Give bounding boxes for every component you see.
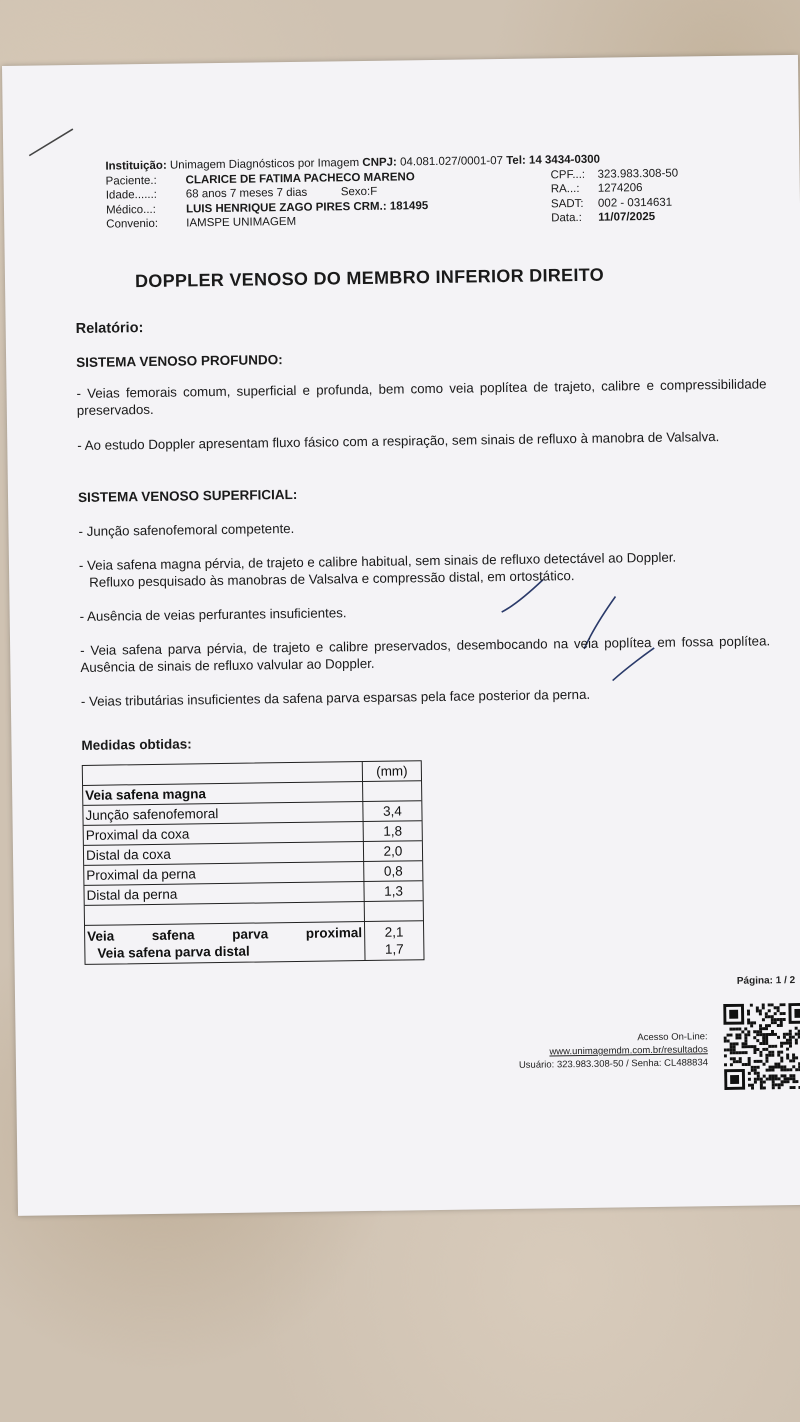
superficial-paragraph-2b: Refluxo pesquisado às manobras de Valsalva e compressão distal, em ortostático. (89, 568, 575, 590)
instituicao-value: Unimagem Diagnósticos por Imagem (169, 157, 360, 172)
acesso-label: Acesso On-Line: (637, 1031, 708, 1044)
parva-proximal-value: 2,1 (384, 924, 404, 940)
measurements-table (82, 760, 425, 965)
idade-value: 68 anos 7 meses 7 dias (185, 186, 308, 201)
cnpj-value: 04.081.027/0001-07 (399, 155, 504, 169)
patient-header (105, 151, 686, 232)
cpf-value: 323.983.308-50 (597, 167, 679, 181)
row-label: Junção safenofemoral (83, 802, 363, 825)
convenio-value: IAMSPE UNIMAGEM (186, 215, 297, 230)
superficial-paragraph-4: - Veia safena parva pérvia, de trajeto e calibre preservados, desembocando na veia poplítea em fossa poplítea. Ausência de sinais de refluxo valvular ao Doppler. (80, 633, 771, 675)
medico-value: LUIS HENRIQUE ZAGO PIRES CRM.: 181495 (185, 199, 429, 215)
cpf-label: CPF...: (550, 168, 586, 181)
row-value: 1,3 (384, 883, 404, 899)
results-url: www.unimagemdm.com.br/resultados (549, 1044, 708, 1058)
medidas-label: Medidas obtidas: (81, 736, 192, 753)
row-value: 0,8 (383, 863, 403, 879)
superficial-paragraph-3: - Ausência de veias perfurantes insuficientes. (79, 605, 347, 624)
pen-mark-top-left (27, 127, 77, 158)
idade-label: Idade......: (105, 188, 158, 202)
qr-code-icon (723, 1003, 800, 1090)
cnpj-label: CNPJ: (362, 156, 397, 169)
sadt-label: SADT: (550, 197, 584, 210)
row-value: 2,0 (383, 843, 403, 859)
row-label: Proximal da perna (84, 862, 364, 885)
report-title: DOPPLER VENOSO DO MEMBRO INFERIOR DIREITO (134, 264, 605, 292)
tel-label: Tel: (506, 154, 526, 167)
data-value: 11/07/2025 (598, 210, 656, 224)
data-label: Data.: (551, 211, 582, 225)
parva-proximal-label: Veia safena parva proximal (87, 925, 363, 944)
table-parva-row (85, 921, 423, 964)
superficial-title: SISTEMA VENOSO SUPERFICIAL: (77, 486, 298, 505)
convenio-label: Convenio: (106, 217, 159, 231)
medico-label: Médico...: (105, 203, 156, 217)
superficial-paragraph-5: - Veias tributárias insuficientes da safena parva esparsas pela face posterior da perna. (80, 686, 591, 709)
profundo-paragraph-2: - Ao estudo Doppler apresentam fluxo fásico com a respiração, sem sinais de refluxo à manobra de Valsalva. (77, 429, 720, 453)
instituicao-label: Instituição: (105, 159, 167, 173)
sadt-value: 002 - 0314631 (597, 196, 673, 210)
relatorio-label: Relatório: (75, 320, 144, 337)
credentials: Usuário: 323.983.308-50 / Senha: CL488834 (518, 1057, 709, 1071)
parva-distal-value: 1,7 (384, 941, 404, 957)
sexo-value: Sexo:F (340, 185, 378, 199)
row-label: Proximal da coxa (84, 822, 364, 845)
row-value: 3,4 (382, 803, 402, 819)
unit-label: (mm) (376, 763, 408, 779)
paciente-label: Paciente.: (105, 174, 157, 188)
profundo-title: SISTEMA VENOSO PROFUNDO: (76, 352, 283, 370)
superficial-paragraph-1: - Junção safenofemoral competente. (78, 520, 295, 539)
parva-distal-label: Veia safena parva distal (97, 943, 250, 961)
ra-value: 1274206 (597, 182, 643, 195)
page-number: Página: 1 / 2 (736, 975, 796, 987)
superficial-paragraph-2a: - Veia safena magna pérvia, de trajeto e calibre habitual, sem sinais de refluxo detectável ao Doppler. (78, 549, 677, 573)
row-label: Distal da coxa (84, 842, 364, 865)
ra-label: RA...: (550, 182, 580, 196)
row-label: Distal da perna (84, 882, 364, 905)
tel-value: 14 3434-0300 (528, 153, 601, 167)
paciente-value: CLARICE DE FATIMA PACHECO MARENO (185, 170, 415, 186)
report-page (2, 55, 800, 1216)
profundo-paragraph-1: - Veias femorais comum, superficial e profunda, bem como veia poplítea de trajeto, calibre e compressibilidade preservados. (76, 376, 767, 418)
group-magna-label: Veia safena magna (83, 782, 363, 805)
online-access (486, 1030, 709, 1072)
row-value: 1,8 (383, 823, 403, 839)
